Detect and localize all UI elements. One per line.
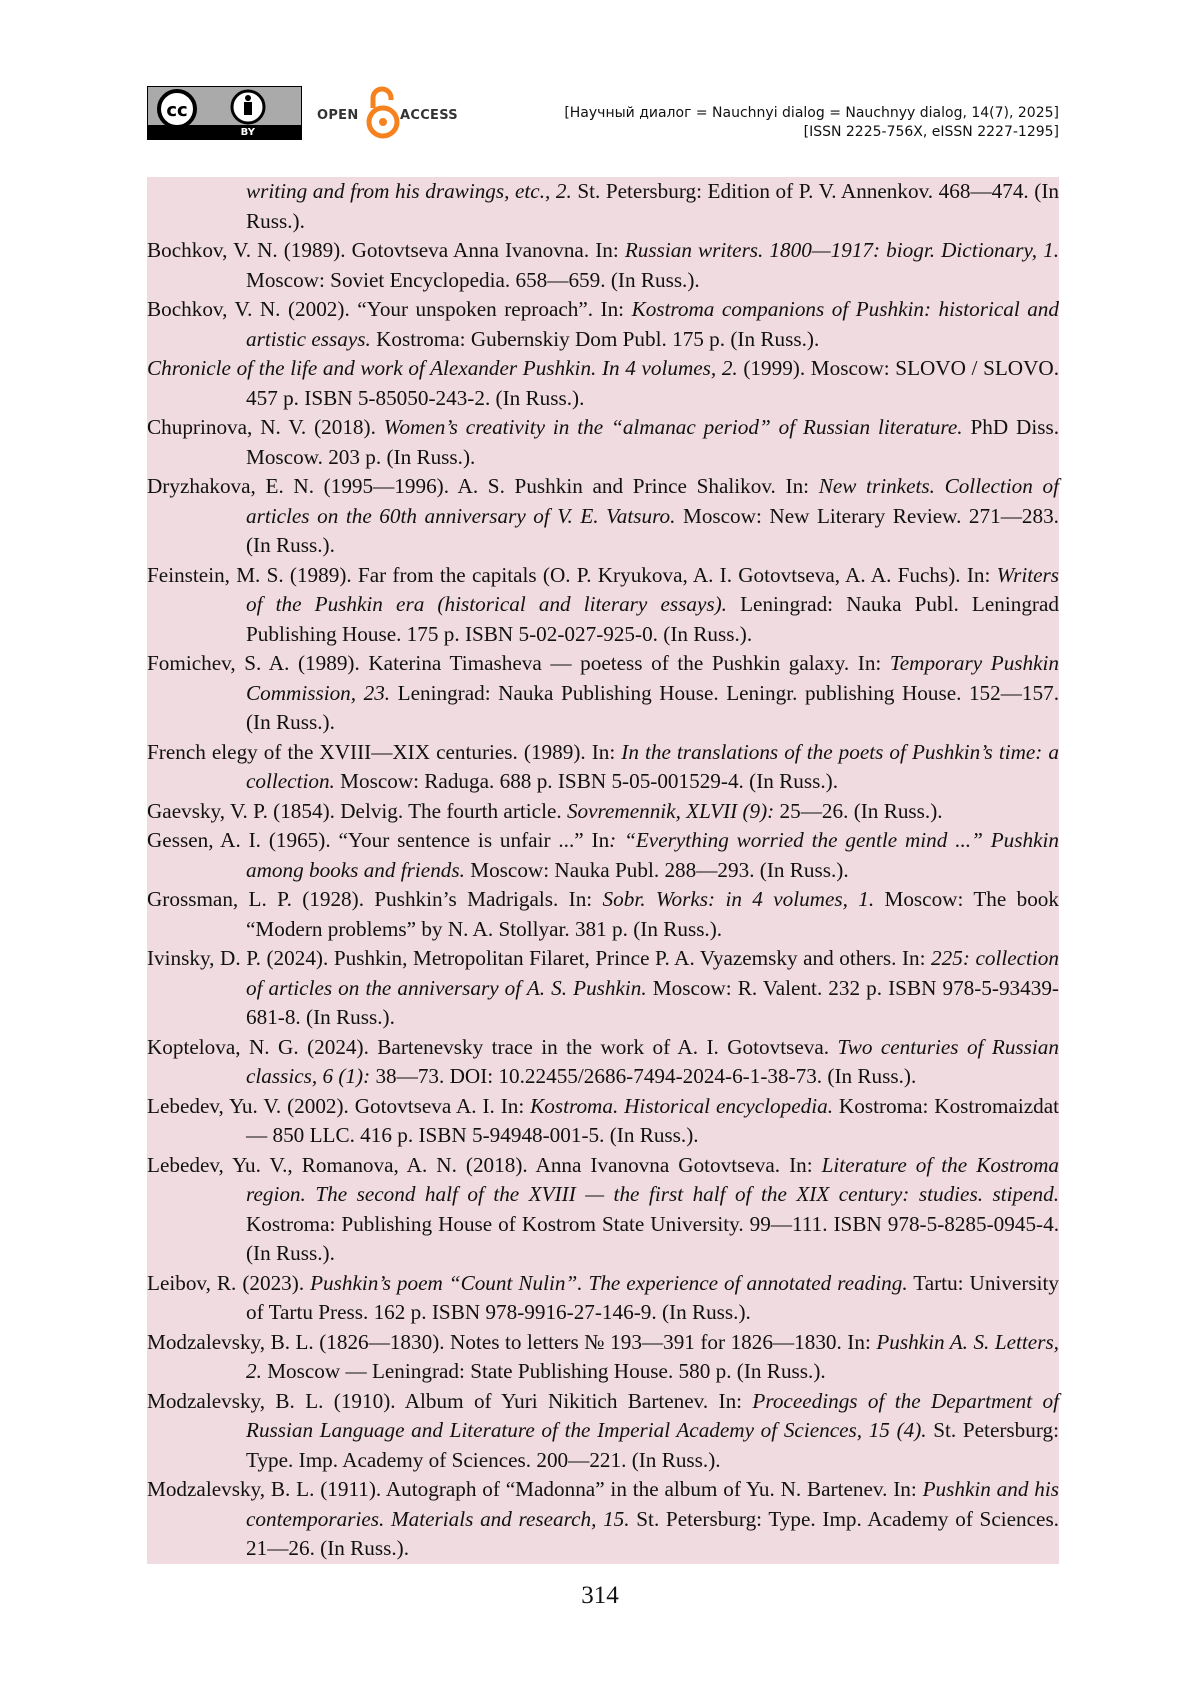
reference-item: Bochkov, V. N. (1989). Gotovtseva Anna Ivanovna. In: Russian writers. 1800—1917: biogr. Dictionary, 1. Moscow: Soviet Encyclopedia. 658—659. (In Russ.).: [147, 238, 1059, 292]
reference-item: Modzalevsky, B. L. (1910). Album of Yuri Nikitich Bartenev. In: Proceedings of the Department of Russian Language and Literature of the Imperial Academy of Sciences, 15 (4). St. Petersburg: Type. Imp. Academy of Sciences. 200—221. (In Russ.).: [147, 1388, 1059, 1472]
cc-by-license-badge[interactable]: [147, 86, 302, 140]
cc-text: cc: [166, 100, 188, 121]
reference-item: writing and from his drawings, etc., 2. St. Petersburg: Edition of P. V. Annenkov. 468—474. (In Russ.).: [246, 179, 1059, 233]
reference-item: Fomichev, S. A. (1989). Katerina Timasheva — poetess of the Pushkin galaxy. In: Temporary Pushkin Commission, 23. Leningrad: Nauka Publishing House. Leningr. publishing House. 152—157. (In Russ.).: [147, 651, 1060, 734]
badge-bar: [148, 125, 301, 139]
journal-title-line: [Научный диалог = Nauchnyi dialog = Nauchnyy dialog, 14(7), 2025]: [564, 105, 1059, 121]
open-access-logo: [317, 86, 467, 140]
reference-item: Bochkov, V. N. (2002). “Your unspoken reproach”. In: Kostroma companions of Pushkin: historical and artistic essays. Kostroma: Gubernskiy Dom Publ. 175 p. (In Russ.).: [147, 297, 1059, 351]
reference-item: Chuprinova, N. V. (2018). Women’s creativity in the “almanac period” of Russian literature. PhD Diss. Moscow. 203 p. (In Russ.).: [147, 415, 1060, 469]
reference-item: Grossman, L. P. (1928). Pushkin’s Madrigals. In: Sobr. Works: in 4 volumes, 1. Moscow: The book “Modern problems” by N. A. Stollyar. 381 p. (In Russ.).: [147, 887, 1059, 941]
reference-item: Feinstein, M. S. (1989). Far from the capitals (O. P. Kryukova, A. I. Gotovtseva, A. A. Fuchs). In: Writers of the Pushkin era (historical and literary essays). Leningrad: Nauka Publ. Leningrad Publishing House. 175 p. ISBN 5-02-027-925-0. (In Russ.).: [147, 562, 1059, 646]
reference-item: Koptelova, N. G. (2024). Bartenevsky trace in the work of A. I. Gotovtseva. Two centuries of Russian classics, 6 (1): 38—73. DOI: 10.22455/2686-7494-2024-6-1-38-73. (In Russ.).: [147, 1034, 1059, 1088]
journal-issn-line: [ISSN 2225-756X, eISSN 2227-1295]: [803, 124, 1059, 140]
page-number: 314: [581, 1582, 619, 1609]
reference-list: [147, 177, 1059, 1564]
journal-citation: [564, 104, 1059, 142]
reference-item: Ivinsky, D. P. (2024). Pushkin, Metropolitan Filaret, Prince P. A. Vyazemsky and others. In: 225: collection of articles on the anniversary of A. S. Pushkin. Moscow: R. Valent. 232 p. ISBN 978-5-93439-681-8. (In Russ.).: [147, 946, 1059, 1029]
reference-item: Gaevsky, V. P. (1854). Delvig. The fourth article. Sovremennik, XLVII (9): 25—26. (In Russ.).: [147, 798, 943, 823]
reference-item: French elegy of the XVIII—XIX centuries. (1989). In: In the translations of the poets of Pushkin’s time: a collection. Moscow: Raduga. 688 p. ISBN 5-05-001529-4. (In Russ.).: [147, 739, 1059, 793]
reference-item: Dryzhakova, E. N. (1995—1996). A. S. Pushkin and Prince Shalikov. In: New trinkets. Collection of articles on the 60th anniversary of V. E. Vatsuro. Moscow: New Literary Review. 271—283. (In Russ.).: [147, 474, 1059, 557]
reference-item: Chronicle of the life and work of Alexander Pushkin. In 4 volumes, 2. (1999). Moscow: SLOVO / SLOVO. 457 p. ISBN 5-85050-243-2. (In Russ.).: [147, 356, 1059, 410]
reference-item: Lebedev, Yu. V. (2002). Gotovtseva A. I. In: Kostroma. Historical encyclopedia. Kostroma: Kostromaizdat — 850 LLC. 416 p. ISBN 5-94948-001-5. (In Russ.).: [147, 1093, 1059, 1147]
reference-item: Modzalevsky, B. L. (1826—1830). Notes to letters № 193—391 for 1826—1830. In: Pushkin A. S. Letters, 2. Moscow — Leningrad: State Publishing House. 580 p. (In Russ.).: [147, 1329, 1059, 1383]
open-access-left-label: OPEN: [317, 108, 359, 123]
reference-item: Modzalevsky, B. L. (1911). Autograph of “Madonna” in the album of Yu. N. Bartenev. In: Pushkin and his contemporaries. Materials and research, 15. St. Petersburg: Type. Imp. Academy of Sciences. 21—26. (In Russ.).: [147, 1477, 1059, 1560]
reference-item: Leibov, R. (2023). Pushkin’s poem “Count Nulin”. The experience of annotated reading. Tartu: University of Tartu Press. 162 p. ISBN 978-9916-27-146-9. (In Russ.).: [147, 1270, 1059, 1324]
by-label: BY: [240, 127, 255, 138]
reference-item: Lebedev, Yu. V., Romanova, A. N. (2018). Anna Ivanovna Gotovtseva. In: Literature of the Kostroma region. The second half of the XVIII — the first half of the XIX century: studies. stipend. Kostroma: Publishing House of Kostrom State University. 99—111. ISBN 978-5-8285-0945-4. (In Russ.).: [147, 1152, 1059, 1265]
reference-item: Gessen, A. I. (1965). “Your sentence is unfair ...” In: “Everything worried the gentle mind ...” Pushkin among books and friends. Moscow: Nauka Publ. 288—293. (In Russ.).: [147, 828, 1060, 882]
page-header: [147, 86, 1059, 142]
open-access-right-label: ACCESS: [400, 108, 458, 123]
open-access-lock-icon: [363, 86, 403, 140]
